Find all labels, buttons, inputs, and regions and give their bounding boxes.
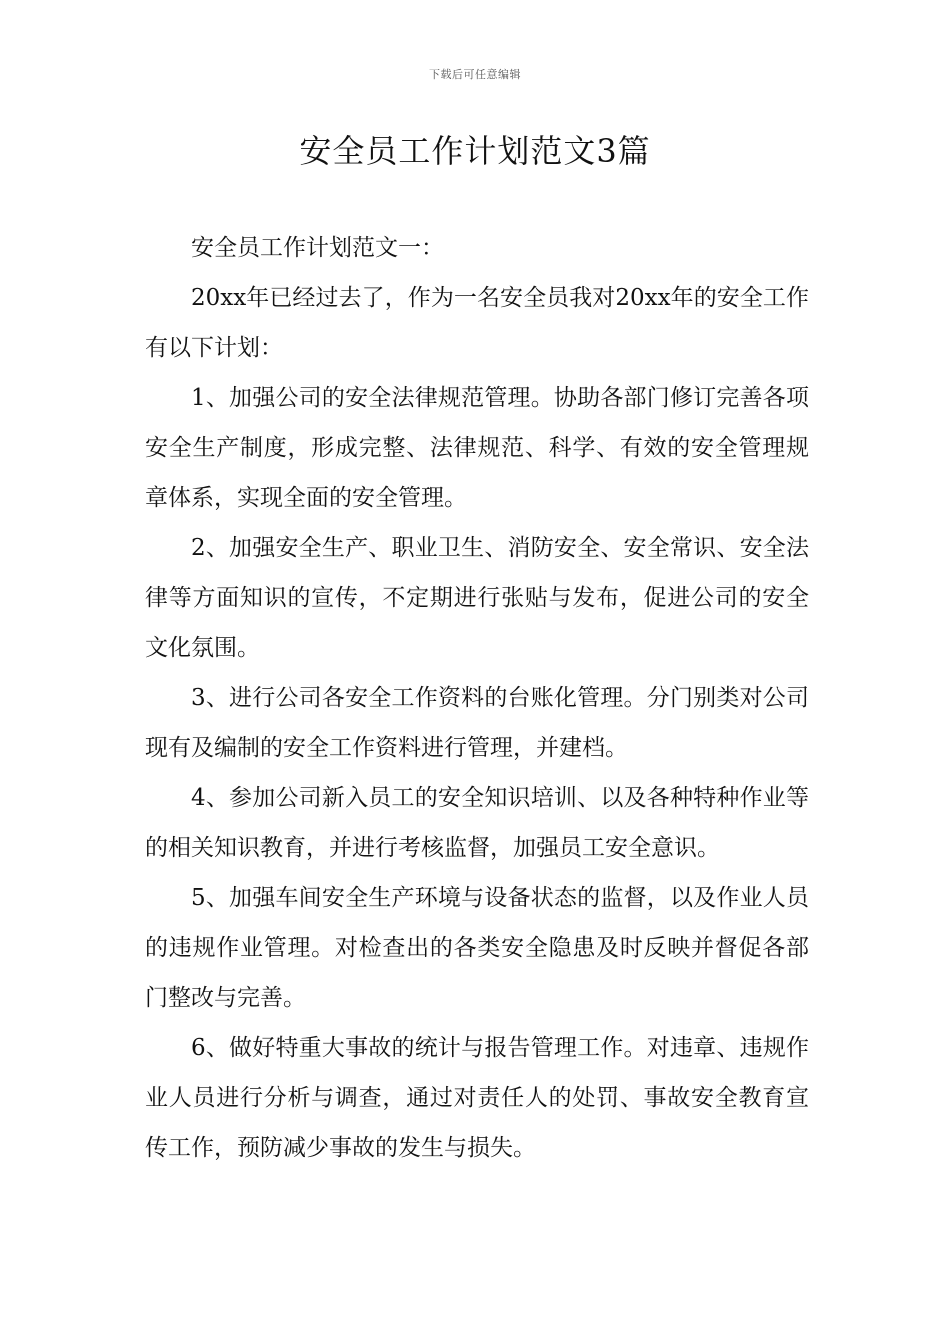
paragraph-item-6: 6、做好特重大事故的统计与报告管理工作。对违章、违规作业人员进行分析与调查，通过对责任人的处罚、事故安全教育宣传工作，预防减少事故的发生与损失。 bbox=[145, 1035, 809, 1161]
paragraph-item-1: 1、加强公司的安全法律规范管理。协助各部门修订完善各项安全生产制度，形成完整、法律规范、科学、有效的安全管理规章体系，实现全面的安全管理。 bbox=[145, 385, 809, 511]
document-body bbox=[145, 223, 809, 1173]
document-title: 安全员工作计划范文3篇 bbox=[299, 132, 651, 170]
paragraph-item-4: 4、参加公司新入员工的安全知识培训、以及各种特种作业等的相关知识教育，并进行考核监督，加强员工安全意识。 bbox=[145, 785, 809, 861]
paragraph-subtitle: 安全员工作计划范文一： bbox=[191, 235, 444, 261]
paragraph-intro: 20xx年已经过去了，作为一名安全员我对20xx年的安全工作有以下计划： bbox=[145, 285, 809, 361]
paragraph-item-3: 3、进行公司各安全工作资料的台账化管理。分门别类对公司现有及编制的安全工作资料进行管理，并建档。 bbox=[145, 685, 809, 761]
paragraph-item-2: 2、加强安全生产、职业卫生、消防安全、安全常识、安全法律等方面知识的宣传，不定期进行张贴与发布，促进公司的安全文化氛围。 bbox=[145, 535, 809, 661]
header-note: 下载后可任意编辑 bbox=[429, 68, 521, 81]
paragraph-item-5: 5、加强车间安全生产环境与设备状态的监督，以及作业人员的违规作业管理。对检查出的各类安全隐患及时反映并督促各部门整改与完善。 bbox=[145, 885, 809, 1011]
